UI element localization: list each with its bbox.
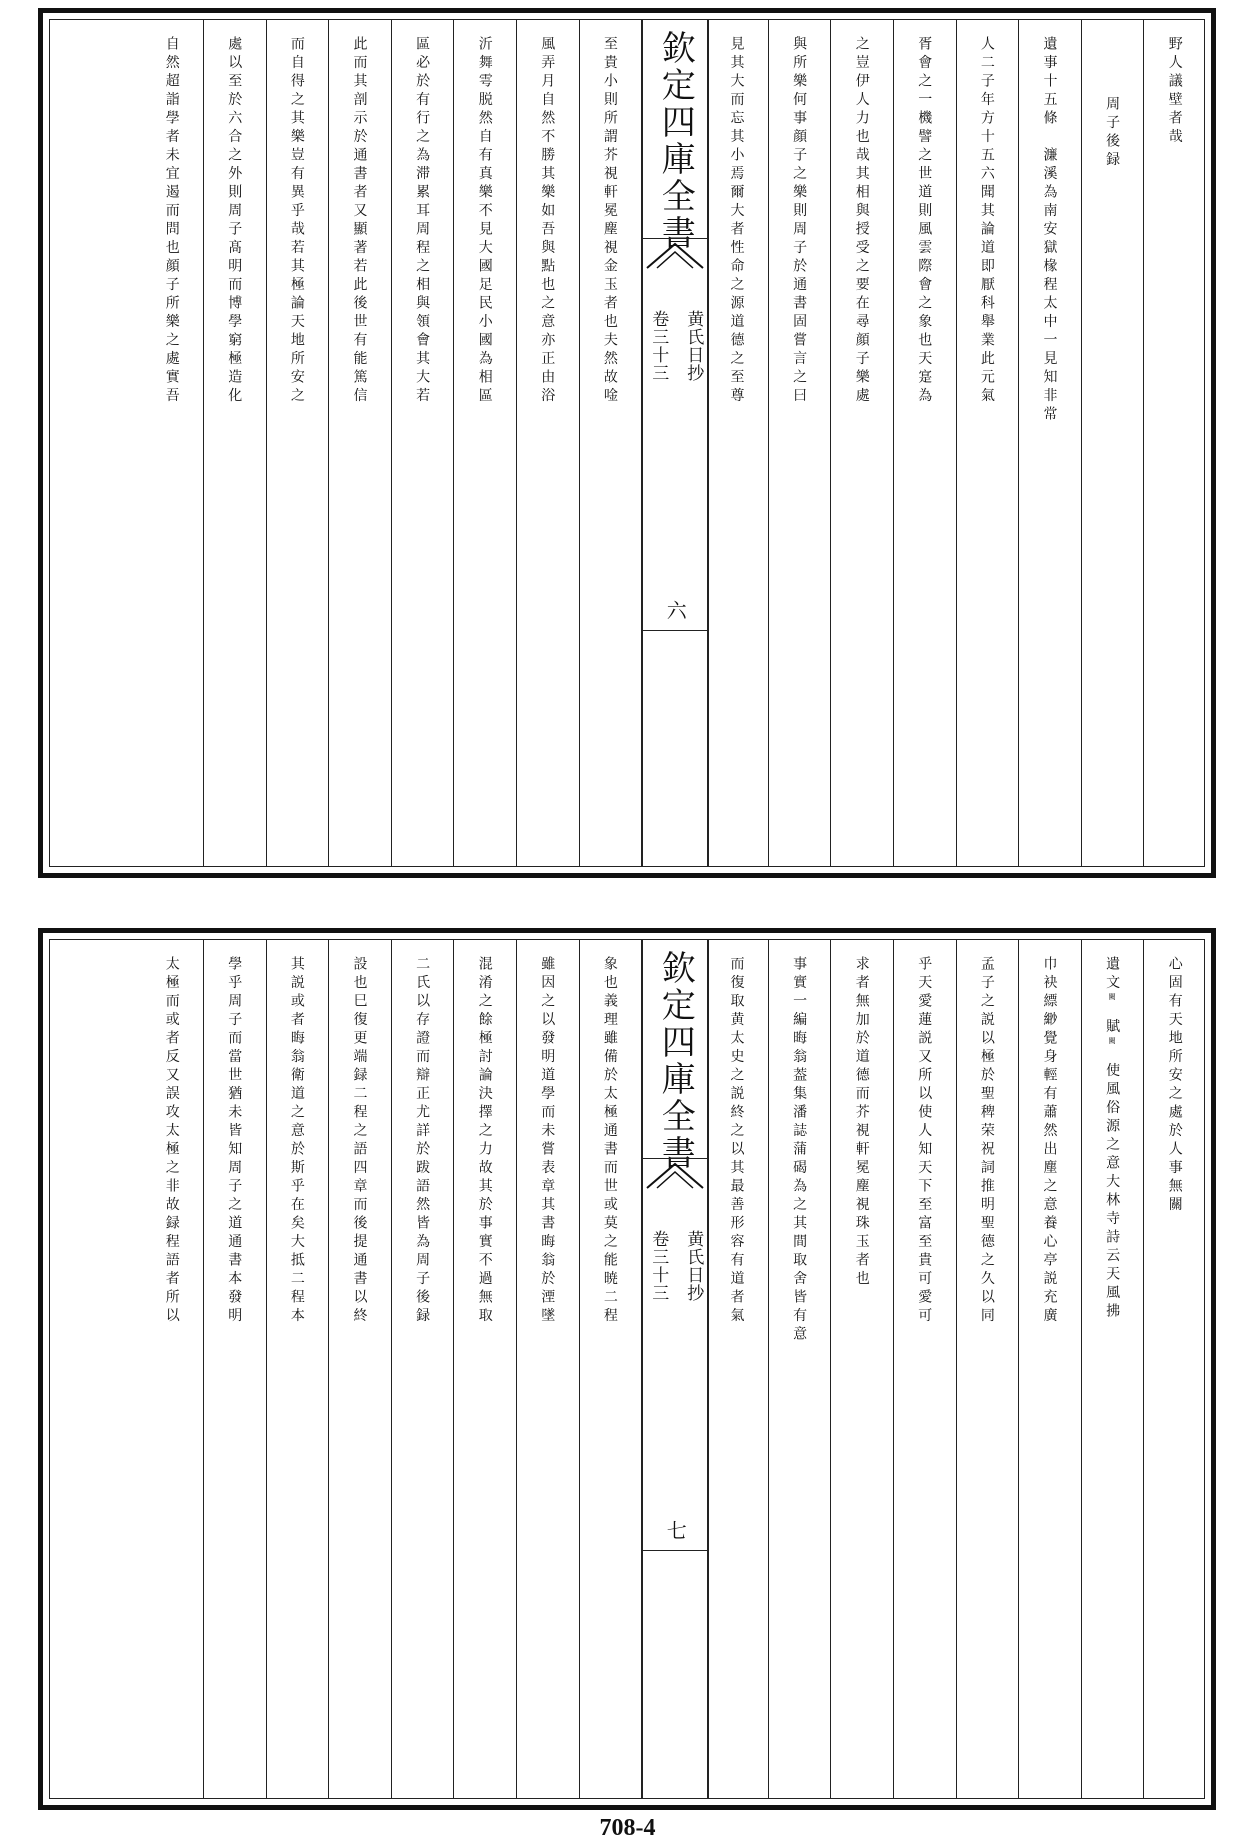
volume-text: 卷三十三 (648, 1230, 669, 1302)
bottom-page-left-column-4 (391, 940, 454, 1798)
top-page-left-column-8 (140, 20, 203, 866)
book-text: 黄氏日抄 (683, 310, 704, 382)
column-rule (1081, 20, 1082, 866)
column-rule (203, 20, 204, 866)
column-text: 事實一編晦翁葢集潘誌蒲碣為之其間取舍皆有意 (791, 956, 808, 1345)
top-page-right-column-1 (1143, 20, 1206, 866)
center-fold-column (641, 20, 709, 866)
column-rule (956, 20, 957, 866)
column-text: 見其大而忘其小焉爾大者性命之源道德之至尊 (728, 36, 745, 406)
column-text: 人二子年方十五六聞其論道即厭科舉業此元氣 (978, 36, 995, 406)
column-text: 之豈伊人力也哉其相與授受之要在尋顔子樂處 (853, 36, 870, 406)
column-text: 風弄月自然不勝其樂如吾與點也之意亦正由浴 (539, 36, 556, 406)
column-text (1105, 940, 1119, 1798)
column-rule (391, 20, 392, 866)
column-rule (956, 940, 957, 1798)
column-text: 至貴小則所謂芥視軒冕塵視金玉者也夫然故唫 (601, 36, 618, 406)
column-text: 乎天愛蓮説又所以使人知天下至富至貴可愛可 (916, 956, 933, 1326)
series-title-text: 欽定四庫全書 (655, 30, 696, 252)
top-page-right-column-4 (956, 20, 1019, 866)
column-text: 處以至於六合之外則周子髙明而博學窮極造化 (226, 36, 243, 406)
leaf-number-text: 七 (663, 1520, 688, 1545)
fold-chevron-icon (643, 238, 707, 278)
column-text: 野人議壁者哉 (1166, 36, 1183, 147)
column-rule (1018, 20, 1019, 866)
top-page-left-column-3 (453, 20, 516, 866)
column-rule (1143, 940, 1144, 1798)
column-rule (1081, 940, 1082, 1798)
column-text: 而自得之其樂豈有異乎哉若其極論天地所安之 (288, 36, 305, 406)
column-text: 雖因之以發明道學而未嘗表章其書晦翁於湮墜 (539, 956, 556, 1326)
lacuna-note: 闕 (1108, 993, 1117, 1000)
column-rule (266, 940, 267, 1798)
top-page-right-column-8 (705, 20, 768, 866)
column-rule (203, 940, 204, 1798)
column-segment: 遺文 (1104, 956, 1121, 993)
column-text: 巾袂縹緲覺身輕有蕭然出塵之意養心亭説充廣 (1041, 956, 1058, 1326)
column-text: 遺事十五條 濂溪為南安獄椽程太中一見知非常 (1041, 36, 1058, 425)
column-rule (893, 20, 894, 866)
column-rule (453, 940, 454, 1798)
column-rule (579, 940, 580, 1798)
column-text: 沂舞雩脱然自有真樂不見大國足民小國為相區 (476, 36, 493, 406)
top-page-right-column-7 (768, 20, 831, 866)
column-text: 區必於有行之為滞累耳周程之相與領會其大若 (414, 36, 431, 406)
bottom-page-right-column-2 (1081, 940, 1144, 1798)
column-text: 求者無加於道德而芥視軒冕塵視珠玉者也 (853, 956, 870, 1289)
bottom-page-left-column-7 (203, 940, 266, 1798)
volume-text: 卷三十三 (648, 310, 669, 382)
top-page-right-column-6 (830, 20, 893, 866)
top-page-left-column-7 (203, 20, 266, 866)
top-page-right-column-2 (1081, 20, 1144, 866)
book-label (683, 1230, 704, 1302)
column-segment: 使風俗源之意大林寺詩云天風拂 (1104, 1044, 1121, 1322)
column-rule (391, 940, 392, 1798)
column-text: 胥會之一機譬之世道則風雲際會之象也天寔為 (916, 36, 933, 406)
column-text: 自然超詣學者未宜遏而問也顔子所樂之處實吾 (163, 36, 180, 406)
column-text: 設也巳復更端録二程之語四章而後提通書以終 (351, 956, 368, 1326)
bottom-page-right-column-4 (956, 940, 1019, 1798)
column-text: 心固有天地所安之處於人事無關 (1166, 956, 1183, 1215)
column-rule (768, 20, 769, 866)
bottom-page-right-column-8 (705, 940, 768, 1798)
volume-label (648, 1230, 669, 1302)
column-text: 混淆之餘極討論決擇之力故其於事實不過無取 (476, 956, 493, 1326)
column-rule (453, 20, 454, 866)
bottom-page-left-column-8 (140, 940, 203, 1798)
column-text: 太極而或者反又誤攻太極之非故録程語者所以 (163, 956, 180, 1326)
column-rule (1018, 940, 1019, 1798)
bottom-page-right-column-7 (768, 940, 831, 1798)
column-text: 孟子之説以極於聖稗荣祝詞推明聖德之久以同 (978, 956, 995, 1326)
bottom-page-right-column-5 (893, 940, 956, 1798)
column-rule (579, 20, 580, 866)
page-code: 708-4 (599, 1815, 656, 1841)
top-page-left-column-4 (391, 20, 454, 866)
fold-rule (643, 630, 707, 631)
book-text: 黄氏日抄 (683, 1230, 704, 1302)
lacuna-note: 闕 (1108, 1037, 1117, 1044)
column-rule (516, 20, 517, 866)
bottom-page (38, 928, 1216, 1810)
series-title (643, 30, 707, 252)
leaf-number (643, 600, 707, 625)
bottom-page-left-column-2 (516, 940, 579, 1798)
bottom-page-left-column-5 (328, 940, 391, 1798)
column-text: 周子後録 (1104, 96, 1121, 170)
column-text: 此而其剖示於通書者又顯著若此後世有能篤信 (351, 36, 368, 406)
center-fold-column (641, 940, 709, 1798)
series-title-text: 欽定四庫全書 (655, 950, 696, 1172)
bottom-page-frame (49, 939, 1205, 1799)
column-text: 象也義理雖備於太極通書而世或莫之能暁二程 (601, 956, 618, 1326)
top-page-left-column-6 (266, 20, 329, 866)
column-segment: 賦 (1104, 1000, 1121, 1037)
bottom-page-right-column-3 (1018, 940, 1081, 1798)
leaf-number-text: 六 (663, 600, 688, 625)
top-page-frame (49, 19, 1205, 867)
column-text: 二氏以存證而辯正尤詳於跋語然皆為周子後録 (414, 956, 431, 1326)
column-rule (266, 20, 267, 866)
column-rule (768, 940, 769, 1798)
top-page-left-column-1 (579, 20, 642, 866)
column-rule (893, 940, 894, 1798)
leaf-number (643, 1520, 707, 1545)
bottom-page-right-column-6 (830, 940, 893, 1798)
book-label (683, 310, 704, 382)
bottom-page-left-column-6 (266, 940, 329, 1798)
top-page-right-column-5 (893, 20, 956, 866)
volume-label (648, 310, 669, 382)
bottom-page-left-column-3 (453, 940, 516, 1798)
column-rule (516, 940, 517, 1798)
bottom-page-right-column-1 (1143, 940, 1206, 1798)
column-rule (328, 20, 329, 866)
fold-rule (643, 1550, 707, 1551)
column-text: 學乎周子而當世猶未皆知周子之道通書本發明 (226, 956, 243, 1326)
column-text: 與所樂何事顔子之樂則周子於通書固嘗言之曰 (791, 36, 808, 406)
column-text: 其説或者晦翁衛道之意於斯乎在矣大抵二程本 (288, 956, 305, 1326)
top-page-left-column-2 (516, 20, 579, 866)
bottom-page-left-column-1 (579, 940, 642, 1798)
fold-chevron-icon (643, 1158, 707, 1198)
top-page-left-column-5 (328, 20, 391, 866)
series-title (643, 950, 707, 1172)
column-rule (1143, 20, 1144, 866)
top-page (38, 8, 1216, 878)
column-rule (328, 940, 329, 1798)
column-text: 而復取黄太史之説終之以其最善形容有道者氣 (728, 956, 745, 1326)
column-rule (830, 20, 831, 866)
column-rule (830, 940, 831, 1798)
top-page-right-column-3 (1018, 20, 1081, 866)
